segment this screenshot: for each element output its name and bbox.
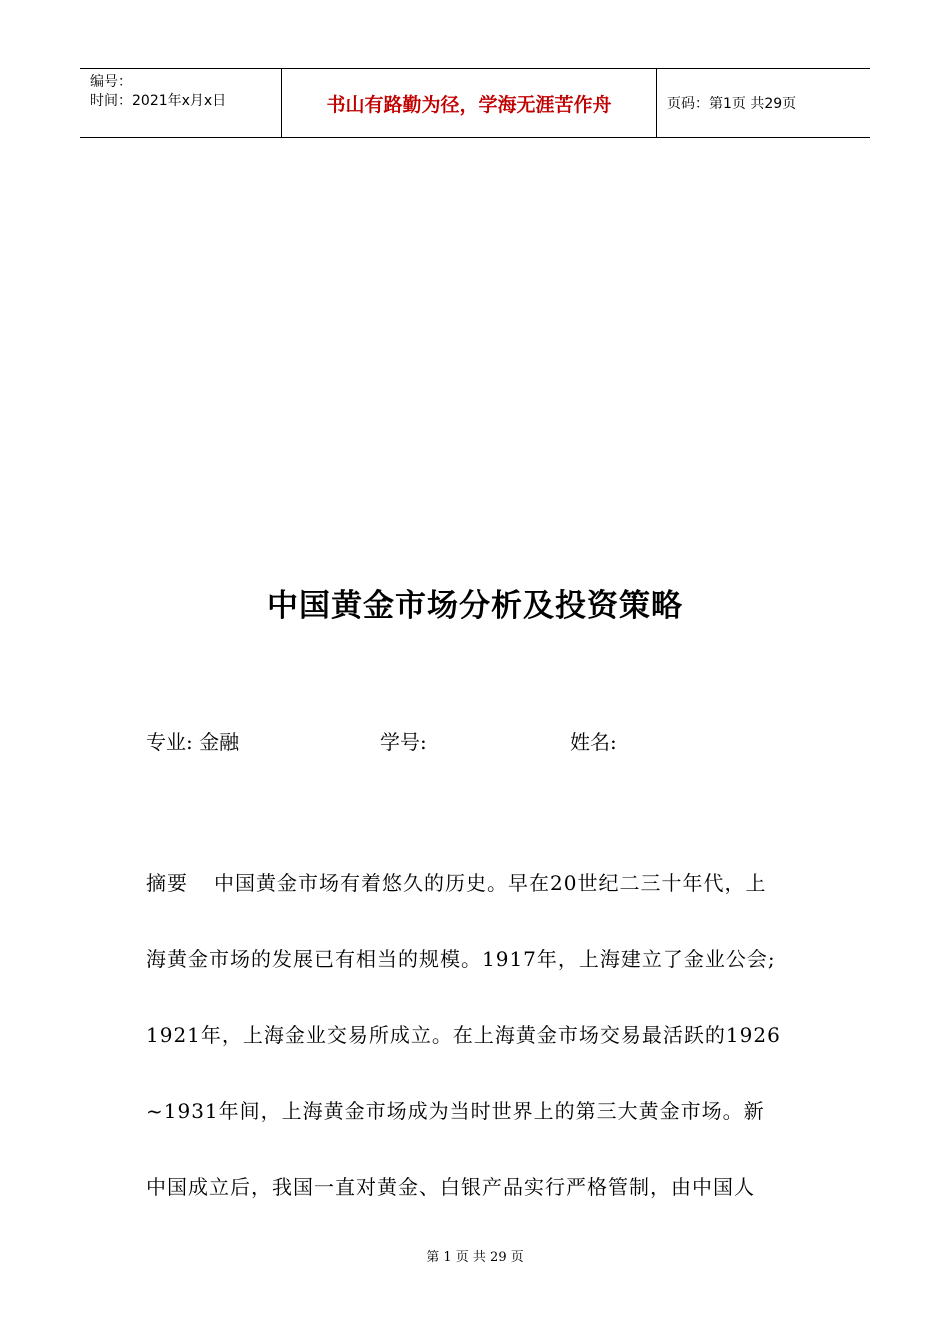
- student-id-label: 学号:: [380, 730, 427, 754]
- abstract-line: [146, 845, 826, 921]
- header-page-info: 页码：第1页 共29页: [667, 96, 797, 112]
- header-motto: 书山有路勤为径，学海无涯苦作舟: [281, 69, 657, 137]
- abstract-paragraph: [146, 845, 826, 1225]
- abstract-line-text: 中国黄金市场有着悠久的历史。早在20世纪二三十年代，上: [214, 871, 767, 895]
- document-number-label: 编号：: [90, 74, 132, 90]
- abstract-line: 1921年，上海金业交易所成立。在上海黄金市场交易最活跃的1926: [146, 1023, 781, 1047]
- abstract-line: 中国成立后，我国一直对黄金、白银产品实行严格管制，由中国人: [146, 1175, 755, 1199]
- document-time-label: 时间：2021年x月x日: [90, 93, 227, 109]
- header-meta: [80, 69, 281, 137]
- page-footer: 第 1 页 共 29 页: [426, 1250, 524, 1265]
- major-label: 专业: 金融: [146, 730, 240, 754]
- abstract-label: 摘要: [146, 871, 188, 895]
- abstract-line: 海黄金市场的发展已有相当的规模。1917年，上海建立了金业公会;: [146, 947, 776, 971]
- page-header: [80, 68, 870, 138]
- document-title: 中国黄金市场分析及投资策略: [267, 588, 683, 624]
- abstract-line: ~1931年间，上海黄金市场成为当时世界上的第三大黄金市场。新: [146, 1099, 765, 1123]
- name-label: 姓名:: [570, 730, 617, 754]
